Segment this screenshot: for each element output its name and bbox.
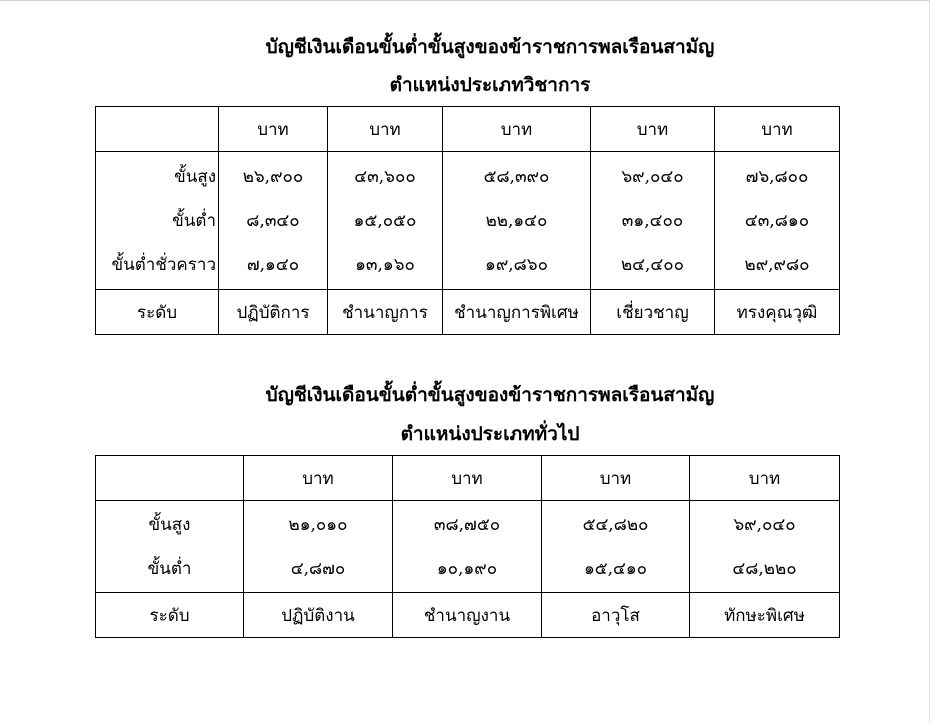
salary-column — [591, 152, 715, 290]
page-top-border — [0, 0, 930, 1]
salary-value: ๕๘,๓๙๐ — [483, 166, 550, 187]
salary-value: ๗๖,๘๐๐ — [745, 166, 809, 187]
salary-value: ๑๕,๐๕๐ — [353, 210, 417, 231]
salary-column — [443, 152, 591, 290]
salary-value: ๑๓,๑๖๐ — [355, 254, 415, 275]
level-row — [96, 593, 840, 638]
level-label: ระดับ — [96, 290, 219, 335]
level-name: เชี่ยวชาญ — [591, 290, 715, 335]
header-cell: บาท — [591, 107, 715, 152]
header-cell: บาท — [690, 456, 840, 501]
header-cell: บาท — [219, 107, 328, 152]
salary-value: ๖๙,๐๔๐ — [621, 166, 684, 187]
general-title-line2: ตำแหน่งประเภททั่วไป — [400, 423, 580, 445]
salary-value: ๑๙,๘๖๐ — [485, 254, 548, 275]
academic-salary-table — [95, 106, 840, 335]
general-title-line1: บัญชีเงินเดือนขั้นต่ำขั้นสูงของข้าราชการพลเรือนสามัญ — [265, 384, 715, 406]
header-cell: บาท — [244, 456, 393, 501]
salary-column — [715, 152, 840, 290]
level-name: ทักษะพิเศษ — [690, 593, 840, 638]
salary-column — [690, 501, 840, 593]
row-labels-cell — [96, 152, 219, 290]
salary-value: ๔,๘๗๐ — [290, 558, 346, 579]
salary-values-row — [96, 501, 840, 593]
header-cell-empty — [96, 456, 244, 501]
salary-value: ๒๔,๔๐๐ — [620, 254, 685, 275]
table-header-row — [96, 456, 840, 501]
level-name: ปฏิบัติงาน — [244, 593, 393, 638]
salary-column — [393, 501, 542, 593]
salary-value: ๑๐,๑๙๐ — [436, 558, 498, 579]
header-cell: บาท — [443, 107, 591, 152]
row-label-min: ขั้นต่ำ — [172, 210, 216, 231]
salary-column — [542, 501, 690, 593]
header-cell: บาท — [328, 107, 443, 152]
level-name: ปฏิบัติการ — [219, 290, 328, 335]
salary-value: ๗,๑๔๐ — [246, 254, 300, 275]
academic-title-line2: ตำแหน่งประเภทวิชาการ — [389, 74, 591, 96]
row-label-temp-min: ขั้นต่ำชั่วคราว — [111, 254, 216, 275]
salary-value: ๔๓,๖๐๐ — [354, 166, 416, 187]
header-cell-empty — [96, 107, 219, 152]
table-header-row — [96, 107, 840, 152]
general-salary-table — [95, 455, 840, 638]
salary-value: ๖๙,๐๔๐ — [733, 514, 796, 535]
salary-value: ๒๑,๐๑๐ — [288, 514, 348, 535]
salary-value: ๕๔,๘๒๐ — [582, 514, 649, 535]
salary-column — [244, 501, 393, 593]
header-cell: บาท — [715, 107, 840, 152]
salary-value: ๘,๓๔๐ — [246, 210, 300, 231]
header-cell: บาท — [393, 456, 542, 501]
salary-value: ๑๕,๔๑๐ — [583, 558, 648, 579]
row-label-max: ขั้นสูง — [148, 514, 191, 535]
salary-column — [328, 152, 443, 290]
level-name: อาวุโส — [542, 593, 690, 638]
header-cell: บาท — [542, 456, 690, 501]
level-name: ชำนาญการ — [328, 290, 443, 335]
salary-value: ๓๘,๗๕๐ — [433, 514, 501, 535]
salary-value: ๒๖,๙๐๐ — [242, 166, 304, 187]
level-name: ทรงคุณวุฒิ — [715, 290, 840, 335]
salary-value: ๒๙,๙๘๐ — [744, 254, 810, 275]
row-label-min: ขั้นต่ำ — [147, 558, 192, 579]
salary-value: ๔๘,๒๒๐ — [732, 558, 797, 579]
level-name: ชำนาญงาน — [393, 593, 542, 638]
salary-column — [219, 152, 328, 290]
row-label-max: ขั้นสูง — [174, 166, 216, 187]
salary-value: ๒๒,๑๔๐ — [485, 210, 548, 231]
salary-value: ๓๑,๔๐๐ — [621, 210, 684, 231]
level-row — [96, 290, 840, 335]
academic-title-line1: บัญชีเงินเดือนขั้นต่ำขั้นสูงของข้าราชการพลเรือนสามัญ — [265, 36, 715, 58]
salary-value: ๔๓,๘๑๐ — [744, 210, 810, 231]
row-labels-cell — [96, 501, 244, 593]
salary-values-row — [96, 152, 840, 290]
level-label: ระดับ — [96, 593, 244, 638]
level-name: ชำนาญการพิเศษ — [443, 290, 591, 335]
